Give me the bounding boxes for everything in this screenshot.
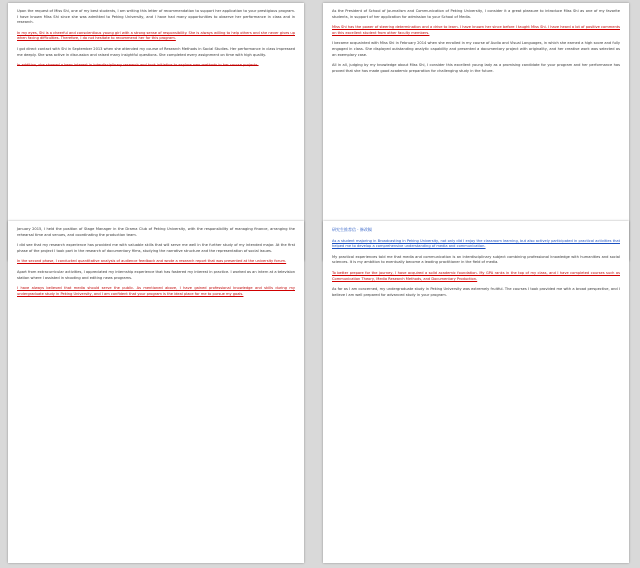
paragraph xyxy=(17,9,295,26)
paragraph xyxy=(332,287,620,298)
paragraph xyxy=(17,47,295,58)
paragraph xyxy=(17,259,295,265)
page-text xyxy=(17,9,295,255)
paragraph-text: I became acquainted with Miss Shi in February 2014 when she enrolled in my course of Audio and Visual Languages, in which she earned a high score and fully engaged in class. She displayed outstanding analytic capability and presented a documentary project with originality, and her creative work was selected as an exemplary case. xyxy=(332,41,620,57)
paragraph xyxy=(17,31,295,42)
paragraph-text: Miss Shi has the power of steering determination and a drive to learn. I have known her since before I taught Miss Shi. I have heard a lot of positive comments on this excellent student from other faculty members. xyxy=(332,25,620,35)
paragraph xyxy=(332,41,620,58)
paragraph xyxy=(332,63,620,74)
document-page-3 xyxy=(8,221,304,563)
paragraph xyxy=(332,239,620,250)
document-heading: 研究生推荐信 · 修改稿 xyxy=(332,227,372,232)
paragraph-text: As a student majoring in Broadcasting in Peking University, not only did I enjoy the classroom learning, but also actively participated in practical activities that helped me to develop a comprehensive understanding of media and communication. xyxy=(332,238,620,249)
paragraph-text: As far as I am concerned, my undergraduate study in Peking University was extremely fruitful. The courses I took provided me with a broad perspective, and I believe I am well prepared for advanced study in your program. xyxy=(332,287,620,297)
paragraph xyxy=(332,9,620,20)
paragraph-text: All in all, judging by my knowledge about Miss Shi, I consider this excellent young lady as a promising candidate for your program and her performance has proved that she has made good academic preparation for challenging study in the future. xyxy=(332,63,620,73)
paragraph xyxy=(17,286,295,297)
paragraph-text: In my eyes, Shi is a cheerful and conscientious young girl with a strong sense of responsibility. She is always willing to help others and she never gives up when facing difficulties. Therefore, I do not hesitate to recommend her for this program. xyxy=(17,30,295,41)
paragraph-text: As the President of School of Journalism and Communication of Peking University, I consider it a great pleasure to introduce Miss Shi as one of my favorite students, in support of her application for admission to your School of Media. xyxy=(332,9,620,19)
paragraph-text: In the second phase, I conducted quantitative analysis of audience feedback and wrote a research report that was presented at the university forum. xyxy=(17,259,287,264)
paragraph xyxy=(17,227,295,238)
paragraph-text: I did see that my research experience has provided me with valuable skills that will serve me well in the further study of my intended major. At the first phase of the project I took part in the research of documentary films, studying the narrative structure and the representation of social issues. xyxy=(17,243,295,253)
paragraph-text: Upon the request of Miss Shi, one of my best students, I am writing this letter of recommendation to support her application to your prestigious program. I have known Miss Shi since she was admitted to Peking University, and I have had many opportunities to observe her performance in class and in research. xyxy=(17,9,295,25)
paragraph xyxy=(332,255,620,266)
paragraph-text: I have always believed that media should serve the public. As mentioned above, I have gained professional knowledge and skills during my undergraduate study in Peking University, and I am confident that your program is the ideal place for me to pursue my goals. xyxy=(17,286,295,296)
paragraph-text: I got direct contact with Shi in September 2013 when she attended my course of Research Methods in Social Studies. Her performance in class impressed me deeply. She was active in discussion and raised many insightful questions. She completed every assignment on time with high quality. xyxy=(17,46,295,57)
paragraph-text: To better prepare for the journey, I have acquired a solid academic foundation. My GPA ranks in the top of my class, and I have completed courses such as Communication Theory, Media Research Methods, and Documentary Production. xyxy=(332,270,620,281)
paragraph xyxy=(332,25,620,36)
page-text xyxy=(332,9,620,255)
paragraph xyxy=(17,270,295,281)
paragraph xyxy=(17,243,295,254)
paragraph-text: January 2015, I held the position of Stage Manager in the Drama Club of Peking University, with the responsibility of managing finance, arranging the rehearsal time and venues, and coordinating the production team. xyxy=(17,227,295,237)
paragraph xyxy=(332,271,620,282)
page-text xyxy=(17,227,295,557)
document-page-4 xyxy=(323,221,629,563)
paragraph-text: My practical experiences told me that media and communication is an interdisciplinary subject combining professional knowledge with humanities and social sciences. It is my ambition to eventually become a leading practitioner in the field of media. xyxy=(332,254,620,265)
paragraph-text: In addition, she showed a keen interest in interdisciplinary research and took initiative to explore new methods in her course projects. xyxy=(17,63,259,68)
paragraph xyxy=(17,63,295,69)
page-text xyxy=(332,227,620,557)
paragraph-text: Apart from extracurricular activities, I appreciated my internship experience that has fostered my interest in practice. I worked as an intern at a television station where I assisted in shooting and editing news programs. xyxy=(17,269,295,280)
